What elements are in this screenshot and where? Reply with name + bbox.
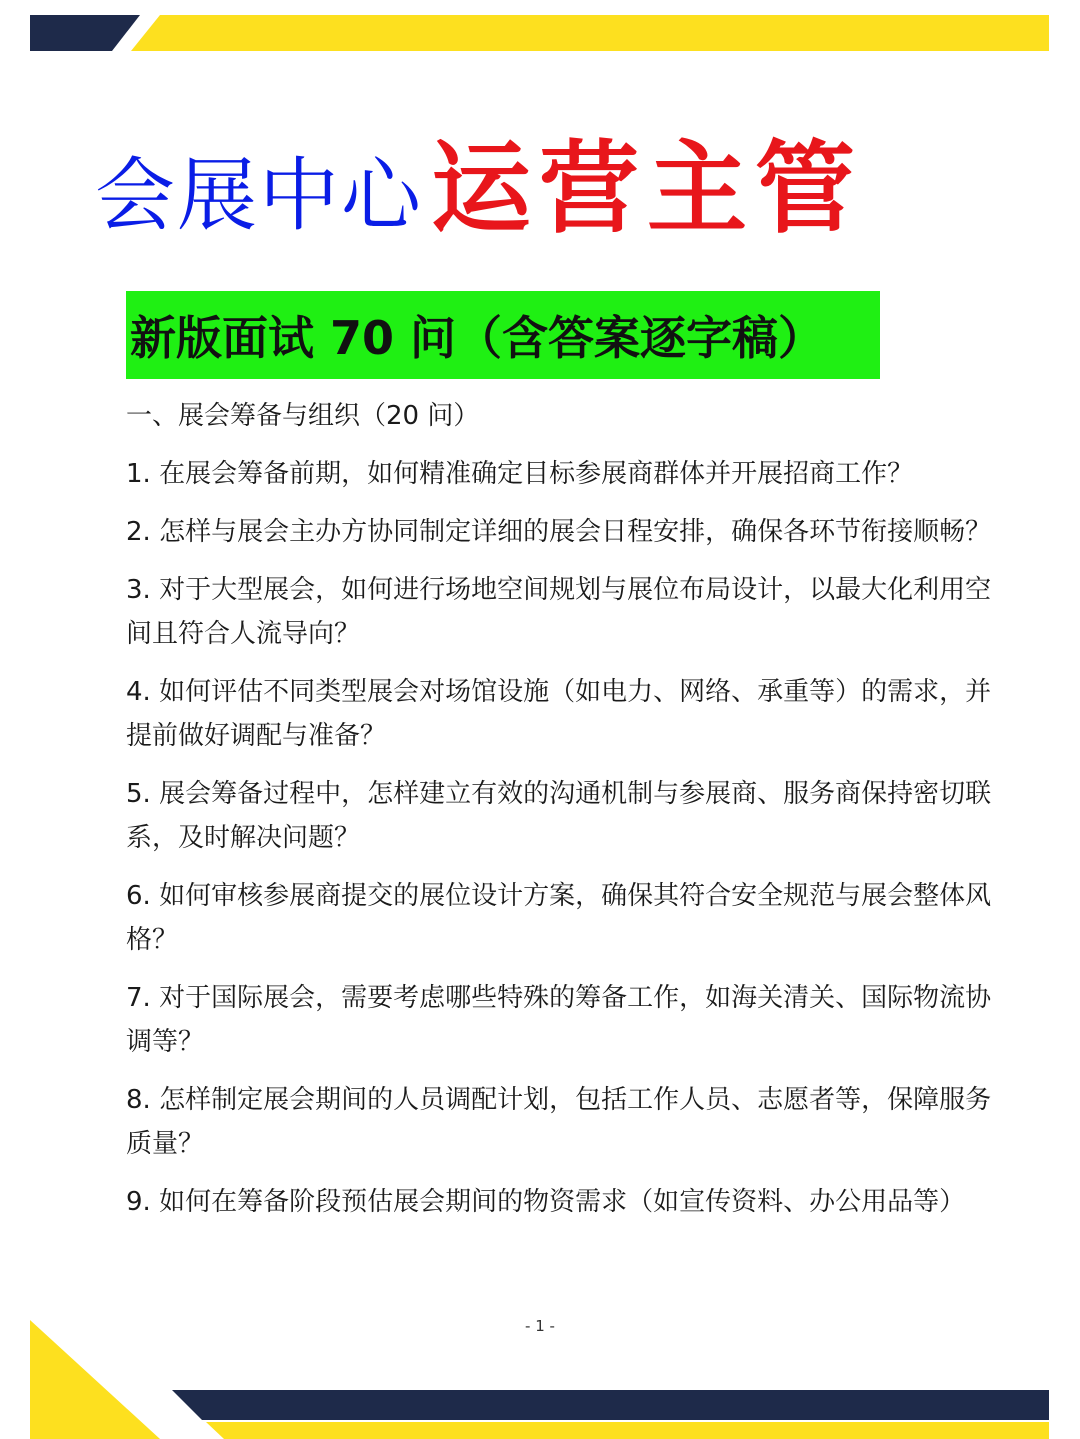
question-item: 8. 怎样制定展会期间的人员调配计划，包括工作人员、志愿者等，保障服务质量？ — [126, 1085, 992, 1159]
question-item: 5. 展会筹备过程中，怎样建立有效的沟通机制与参展商、服务商保持密切联系，及时解决问题？ — [126, 779, 992, 853]
subtitle-text: 新版面试 70 问（含答案逐字稿） — [130, 311, 825, 365]
question-item: 2. 怎样与展会主办方协同制定详细的展会日程安排，确保各环节衔接顺畅？ — [126, 517, 992, 547]
title-part-blue: 会展中心 — [95, 149, 423, 242]
question-item: 7. 对于国际展会，需要考虑哪些特殊的筹备工作，如海关清关、国际物流协调等？ — [126, 983, 992, 1057]
bottom-decor — [0, 1310, 1080, 1439]
question-item: 9. 如何在筹备阶段预估展会期间的物资需求（如宣传资料、办公用品等） — [126, 1187, 966, 1217]
page-title — [95, 129, 863, 247]
question-item: 3. 对于大型展会，如何进行场地空间规划与展位布局设计，以最大化利用空间且符合人流导向？ — [126, 575, 992, 649]
bottom-navy-bar — [172, 1390, 1049, 1420]
page-number: - 1 - — [525, 1317, 555, 1335]
bottom-yellow-triangle — [30, 1320, 160, 1439]
question-item: 4. 如何评估不同类型展会对场馆设施（如电力、网络、承重等）的需求，并提前做好调配与准备？ — [126, 677, 992, 751]
bottom-yellow-bar — [206, 1422, 1049, 1439]
section-heading: 一、展会筹备与组织（20 问） — [126, 401, 480, 431]
title-part-red: 运营主管 — [431, 129, 863, 247]
top-decor-bars — [0, 0, 1080, 60]
question-item: 6. 如何审核参展商提交的展位设计方案，确保其符合安全规范与展会整体风格？ — [126, 881, 992, 955]
top-navy-bar — [30, 15, 140, 51]
top-yellow-bar — [131, 15, 1049, 51]
question-item: 1. 在展会筹备前期，如何精准确定目标参展商群体并开展招商工作？ — [126, 459, 914, 489]
question-list — [126, 394, 996, 1238]
subtitle-banner — [126, 291, 880, 379]
